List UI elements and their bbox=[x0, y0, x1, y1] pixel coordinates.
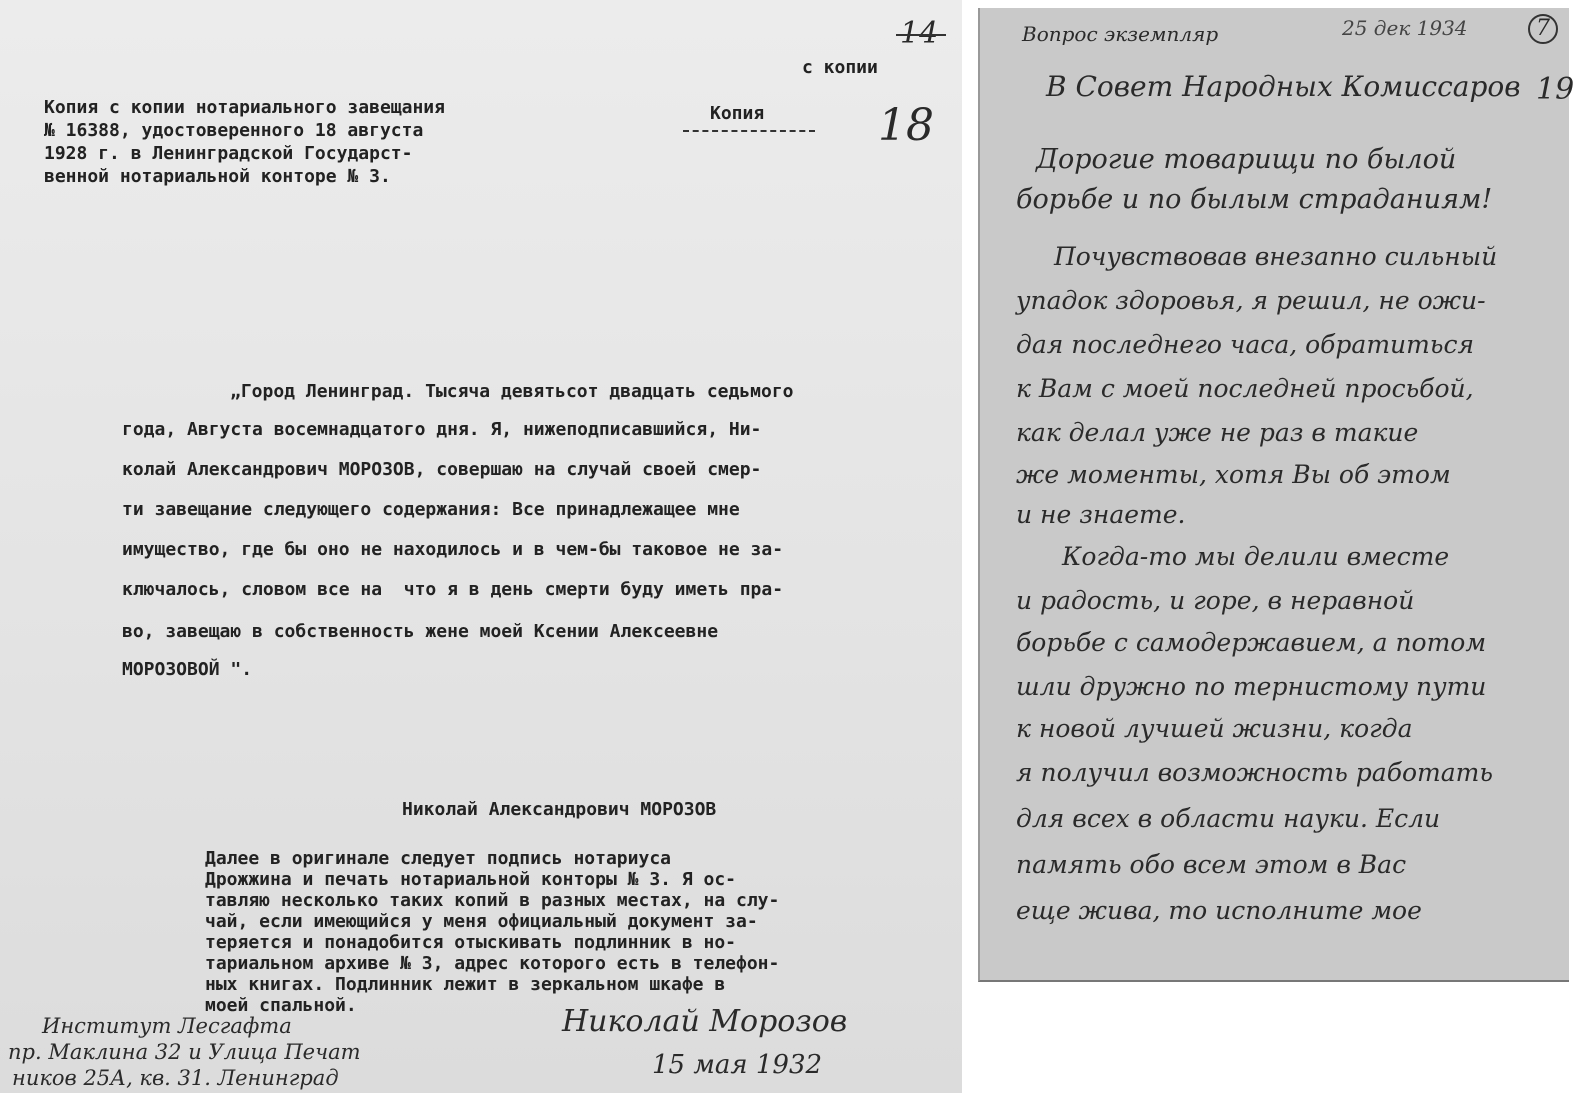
title-underline bbox=[683, 130, 815, 132]
letter-line-8: как делал уже не раз в такие bbox=[1016, 418, 1419, 447]
header-note: Вопрос экземпляр bbox=[1022, 22, 1219, 46]
body-line-7: во, завещаю в собственность жене моей Ксении Алексеевне bbox=[122, 621, 719, 642]
letter-line-19: еще жива, то исполните мое bbox=[1016, 896, 1422, 925]
letter-line-3: борьбе и по былым страданиям! bbox=[1016, 184, 1493, 215]
note-line-6: тариальном архиве № 3, адрес которого есть в телефон- bbox=[205, 953, 780, 974]
body-line-8: МОРОЗОВОЙ ". bbox=[122, 659, 253, 680]
letter-line-7: к Вам с моей последней просьбой, bbox=[1016, 374, 1474, 403]
handwritten-address-3: ников 25А, кв. 31. Ленинград bbox=[12, 1066, 339, 1090]
letter-line-17: для всех в области науки. Если bbox=[1016, 804, 1441, 833]
copy-note: с копии bbox=[802, 57, 878, 78]
letter-line-14: шли дружно по тернистому пути bbox=[1016, 672, 1487, 701]
letter-line-10: и не знаете. bbox=[1016, 500, 1186, 529]
handwritten-date: 15 мая 1932 bbox=[652, 1050, 823, 1080]
letter-line-5: упадок здоровья, я решил, не ожи- bbox=[1016, 286, 1486, 315]
letter-line-16: я получил возможность работать bbox=[1016, 758, 1493, 787]
corner-mark: 14 bbox=[900, 16, 939, 51]
corner-mark-strike bbox=[896, 34, 946, 36]
document-title: Копия bbox=[710, 103, 765, 124]
letter-line-6: дая последнего часа, обратиться bbox=[1016, 330, 1475, 359]
letter-line-12: и радость, и горе, в неравной bbox=[1016, 586, 1415, 615]
note-line-4: чай, если имеющийся у меня официальный документ за- bbox=[205, 911, 758, 932]
letter-line-4: Почувствовав внезапно сильный bbox=[1054, 242, 1498, 271]
header-line-2: № 16388, удостоверенного 18 августа bbox=[44, 120, 424, 141]
note-line-7: ных книгах. Подлинник лежит в зеркальном шкафе в bbox=[205, 974, 726, 995]
body-line-6: ключалось, словом все на что я в день смерти буду иметь пра- bbox=[122, 579, 784, 600]
date-note: 25 дек 1934 bbox=[1342, 16, 1468, 40]
handwritten-address-1: Институт Лесгафта bbox=[42, 1014, 292, 1038]
note-line-5: теряется и понадобится отыскивать подлинник в но- bbox=[205, 932, 737, 953]
body-line-1: „Город Ленинград. Тысяча девятьсот двадцать седьмого bbox=[230, 381, 794, 402]
body-line-5: имущество, где бы оно не находилось и в чем-бы таковое не за- bbox=[122, 539, 784, 560]
letter-line-2: Дорогие товарищи по былой bbox=[1036, 144, 1457, 175]
letter-line-11: Когда-то мы делили вместе bbox=[1062, 542, 1450, 571]
header-line-4: венной нотариальной конторе № 3. bbox=[44, 166, 391, 187]
header-line-1: Копия с копии нотариального завещания bbox=[44, 97, 445, 118]
header-line-3: 1928 г. в Ленинградской Государст- bbox=[44, 143, 413, 164]
note-line-1: Далее в оригинале следует подпись нотариуса bbox=[205, 848, 671, 869]
page-number-right: 19 bbox=[1536, 72, 1575, 107]
signature-typed-name: Николай Александрович МОРОЗОВ bbox=[402, 799, 717, 820]
letter-line-18: память обо всем этом в Вас bbox=[1016, 850, 1407, 879]
note-line-8: моей спальной. bbox=[205, 995, 357, 1016]
letter-line-15: к новой лучшей жизни, когда bbox=[1016, 714, 1413, 743]
circle-number: 7 bbox=[1528, 14, 1558, 44]
body-line-2: года, Августа восемнадцатого дня. Я, нижеподписавшийся, Ни- bbox=[122, 419, 762, 440]
handwritten-address-2: пр. Маклина 32 и Улица Печат bbox=[8, 1040, 361, 1064]
body-line-3: колай Александрович МОРОЗОВ, совершаю на случай своей смер- bbox=[122, 459, 762, 480]
letter-line-1: В Совет Народных Комиссаров bbox=[1046, 70, 1521, 103]
letter-line-9: же моменты, хотя Вы об этом bbox=[1016, 460, 1451, 489]
handwritten-signature: Николай Морозов bbox=[562, 1004, 848, 1039]
page-number-left: 18 bbox=[878, 100, 934, 151]
handwritten-letter-page bbox=[978, 8, 1575, 982]
letter-line-13: борьбе с самодержавием, а потом bbox=[1016, 628, 1487, 657]
note-line-3: тавляю несколько таких копий в разных местах, на слу- bbox=[205, 890, 780, 911]
body-line-4: ти завещание следующего содержания: Все принадлежащее мне bbox=[122, 499, 740, 520]
note-line-2: Дрожжина и печать нотариальной конторы № 3. Я ос- bbox=[205, 869, 737, 890]
